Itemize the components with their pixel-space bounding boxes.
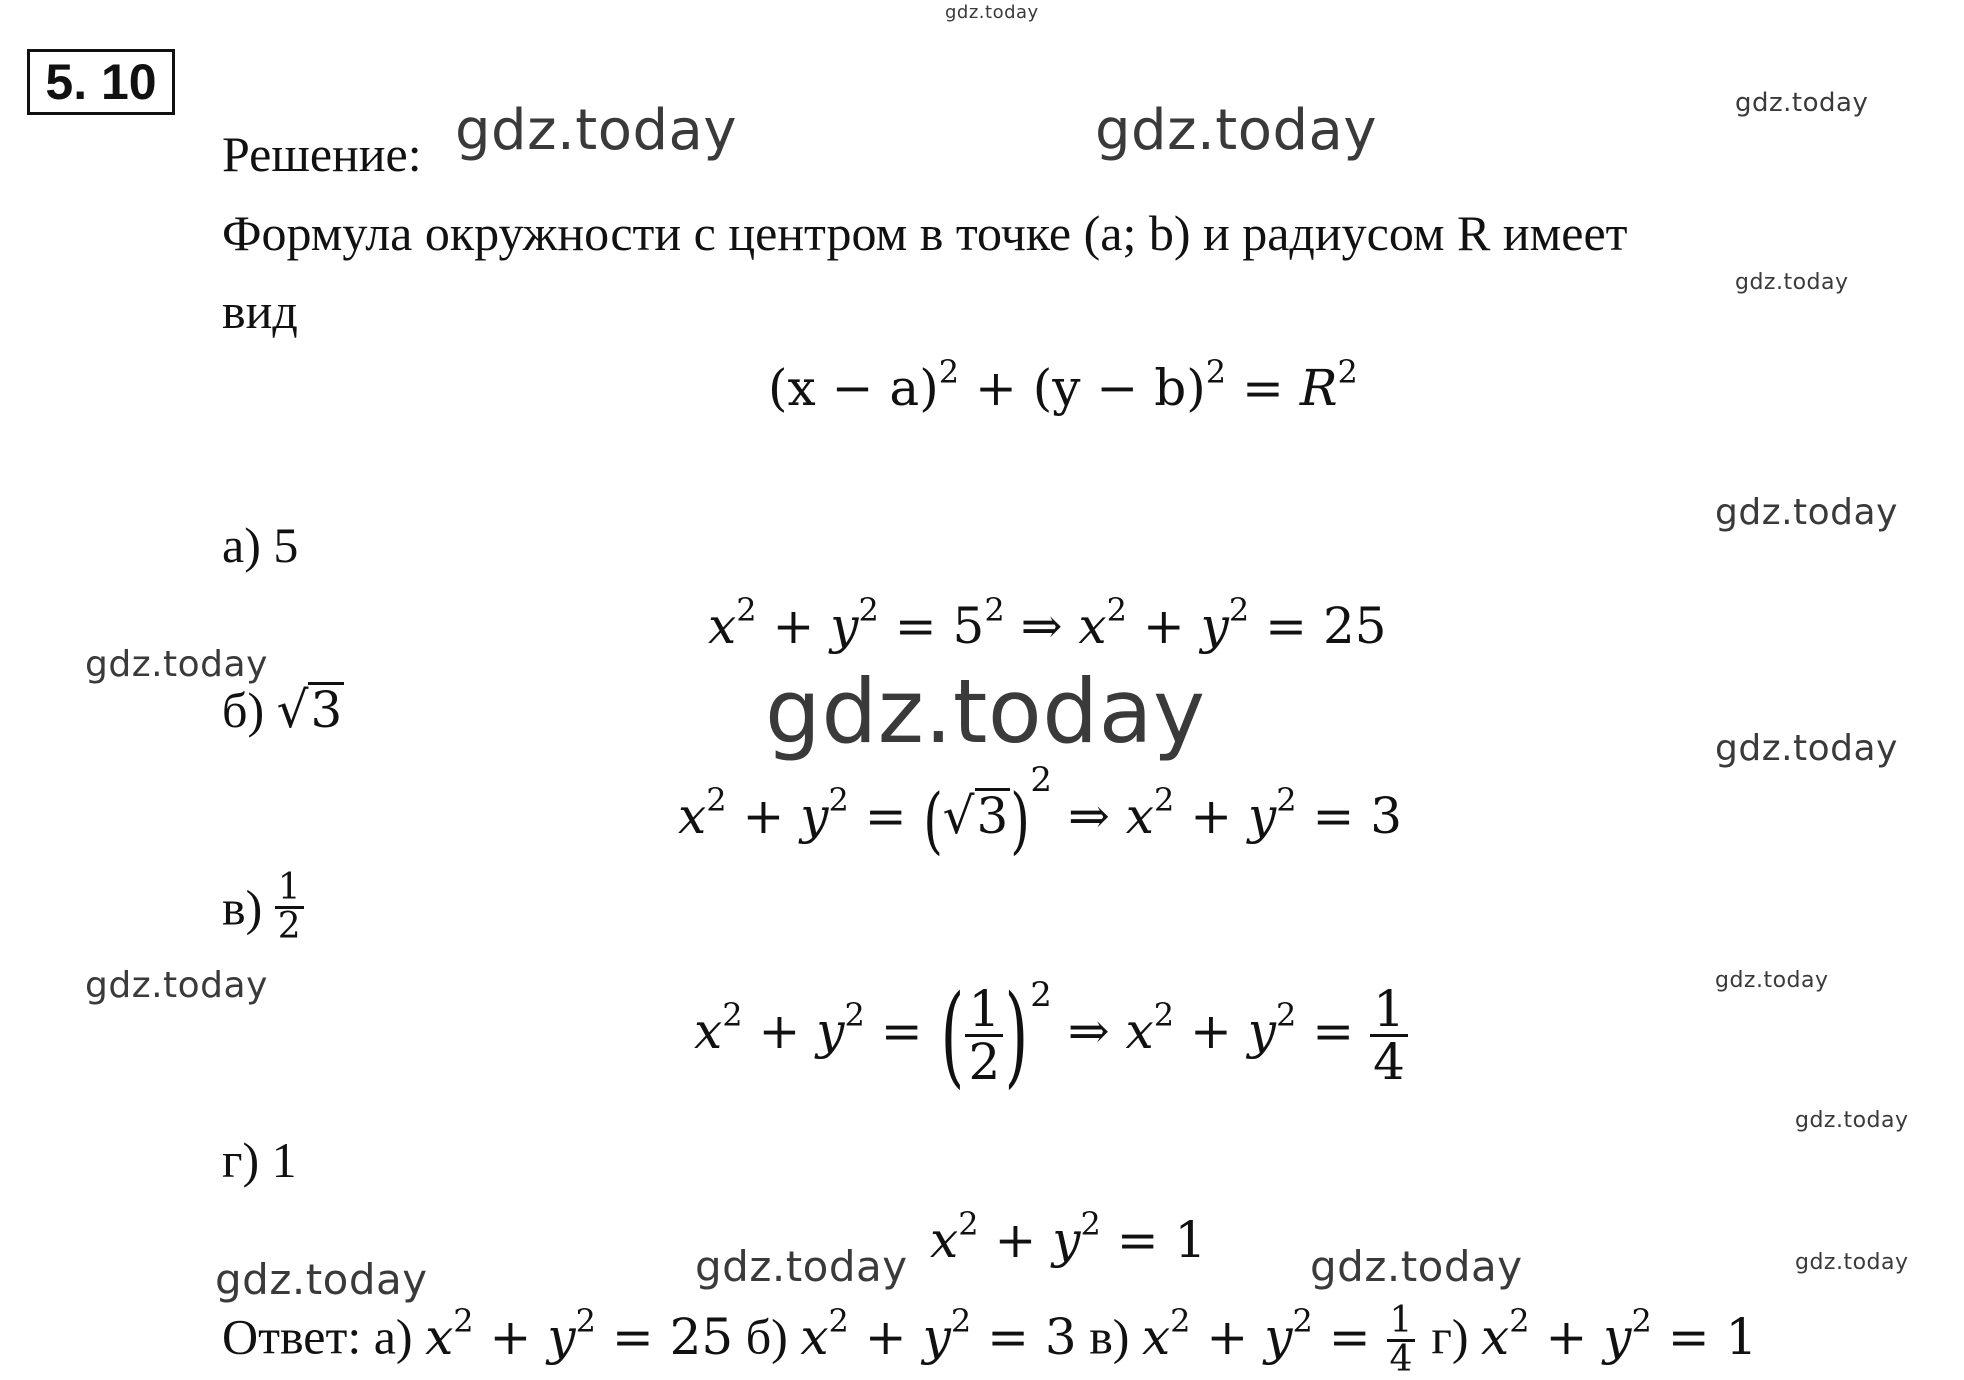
solution-heading: Решение: (222, 126, 422, 182)
watermark: gdz.today (455, 98, 738, 163)
part-v-radius-fraction: $\frac{1}{2}$ (275, 870, 304, 945)
part-a-result: 25 (1322, 597, 1387, 655)
part-v-letter: в) (222, 879, 263, 936)
watermark: gdz.today (1795, 1250, 1909, 1275)
part-a-label (222, 515, 298, 575)
watermark: gdz.today (1310, 1242, 1523, 1291)
watermark: gdz.today (945, 2, 1039, 23)
problem-number: 5. 10 (27, 49, 175, 115)
watermark: gdz.today (85, 965, 268, 1006)
formula-exp: 2 (1337, 353, 1358, 391)
formula-exp: 2 (938, 353, 960, 391)
answer-label: Ответ: (222, 1308, 362, 1365)
answer-b-value: 3 (1044, 1307, 1077, 1366)
part-g-radius: 1 (271, 1132, 297, 1188)
part-v-result-fraction: $\frac{1}{4}$ (1370, 984, 1408, 1087)
part-b-equation: $x^2 + y^2 = (√3)^2$ ⇒ $x^2 + y^2 = 3$ (678, 760, 1403, 862)
answer-a-value: 25 (669, 1307, 734, 1366)
part-a-radius: 5 (273, 517, 299, 573)
part-g-result: 1 (1174, 1211, 1207, 1269)
general-circle-formula (768, 353, 1358, 418)
watermark: gdz.today (765, 660, 1206, 763)
watermark: gdz.today (1715, 492, 1898, 533)
watermark: gdz.today (1095, 98, 1378, 163)
intro-line-1: Формула окружности с центром в точке (a; b) и радиусом R имеет (222, 205, 1628, 261)
formula-equals: = (1242, 359, 1284, 417)
formula-term-y: (y − b) (1032, 359, 1206, 417)
part-a-equation: $x^2 + y^2 = 5^2$ ⇒ $x^2 + y^2 = 25$ (708, 591, 1387, 655)
answer-v-label: в) (1089, 1308, 1130, 1365)
watermark: gdz.today (1795, 1108, 1909, 1133)
watermark: gdz.today (215, 1255, 428, 1304)
part-g-letter: г) (222, 1132, 260, 1188)
part-v-label (222, 867, 304, 947)
formula-term-x: (x − a) (768, 359, 939, 417)
watermark: gdz.today (1715, 968, 1829, 993)
part-g-label (222, 1130, 297, 1190)
part-b-radius: √3 (276, 681, 343, 739)
watermark: gdz.today (85, 644, 268, 685)
answer-g-value: 1 (1725, 1307, 1758, 1366)
formula-radius: R (1299, 359, 1338, 417)
part-b-result: 3 (1370, 787, 1403, 845)
watermark: gdz.today (695, 1242, 908, 1291)
answer-b-label: б) (745, 1308, 788, 1365)
part-v-equation: $x^2 + y^2$ = ( $\frac{1}{2}$ )$^2$ ⇒ $x^2 + y^2$ = $\frac{1}{4}$ (694, 980, 1408, 1090)
answer-v-fraction: $\frac{1}{4}$ (1387, 1303, 1416, 1378)
part-a-letter: а) (222, 517, 261, 573)
answer-line: Ответ: а) $x^2 + y^2 = 25$ б) $x^2 + y^2 = 3$ в) $x^2 + y^2$ = $\frac{1}{4}$ г) $x^2 + y^2 = 1$ (222, 1300, 1758, 1380)
formula-plus: + (974, 359, 1017, 417)
formula-exp: 2 (1205, 353, 1227, 391)
answer-g-label: г) (1431, 1308, 1469, 1365)
intro-line-2: вид (222, 283, 298, 339)
watermark: gdz.today (1735, 270, 1849, 295)
part-b-letter: б) (222, 682, 265, 738)
answer-a-label: а) (373, 1308, 413, 1365)
watermark: gdz.today (1715, 728, 1898, 769)
watermark: gdz.today (1735, 88, 1869, 118)
part-g-equation: $x^2 + y^2 = 1$ (930, 1205, 1207, 1269)
part-b-label (222, 680, 344, 740)
